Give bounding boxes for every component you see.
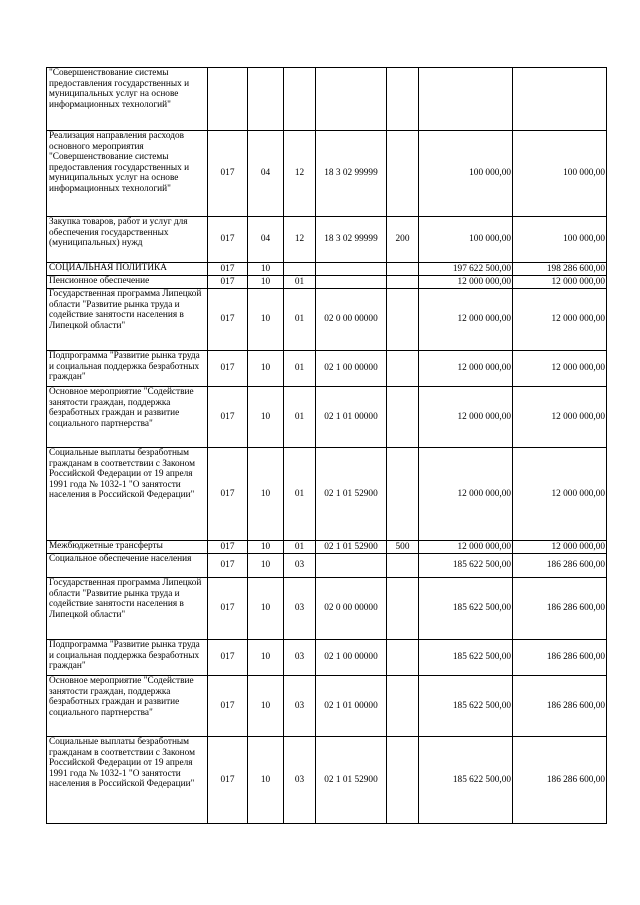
row-expense-type: 500 <box>387 541 419 554</box>
row-amount-year-1: 185 622 500,00 <box>419 737 513 824</box>
row-amount-year-1: 197 622 500,00 <box>419 263 513 276</box>
row-expense-type <box>387 448 419 541</box>
row-section-code: 10 <box>248 387 284 448</box>
row-target-article <box>316 276 387 289</box>
table-row <box>47 131 607 217</box>
row-name: СОЦИАЛЬНАЯ ПОЛИТИКА <box>47 263 208 276</box>
row-name: Закупка товаров, работ и услуг для обеспечения государственных (муниципальных) нужд <box>47 217 208 263</box>
budget-table <box>46 67 607 824</box>
row-expense-type <box>387 68 419 131</box>
row-amount-year-1: 185 622 500,00 <box>419 578 513 640</box>
row-name: Пенсионное обеспечение <box>47 276 208 289</box>
row-target-article: 02 1 01 00000 <box>316 387 387 448</box>
row-amount-year-2: 12 000 000,00 <box>513 387 607 448</box>
row-subsection-code: 01 <box>284 351 316 387</box>
row-name: Подпрограмма "Развитие рынка труда и социальная поддержка безработных граждан" <box>47 640 208 676</box>
row-ved-code: 017 <box>208 289 248 351</box>
row-ved-code: 017 <box>208 387 248 448</box>
row-section-code: 10 <box>248 263 284 276</box>
row-section-code: 10 <box>248 448 284 541</box>
row-amount-year-1: 185 622 500,00 <box>419 554 513 578</box>
row-expense-type <box>387 578 419 640</box>
row-section-code: 10 <box>248 578 284 640</box>
row-ved-code: 017 <box>208 676 248 737</box>
row-target-article: 02 0 00 00000 <box>316 578 387 640</box>
row-target-article <box>316 554 387 578</box>
table-row <box>47 448 607 541</box>
row-target-article: 02 1 00 00000 <box>316 351 387 387</box>
row-section-code: 04 <box>248 131 284 217</box>
row-amount-year-2: 12 000 000,00 <box>513 351 607 387</box>
row-amount-year-1: 12 000 000,00 <box>419 387 513 448</box>
row-subsection-code: 03 <box>284 640 316 676</box>
row-amount-year-2: 100 000,00 <box>513 217 607 263</box>
row-section-code: 10 <box>248 676 284 737</box>
row-expense-type <box>387 276 419 289</box>
row-target-article: 18 3 02 99999 <box>316 131 387 217</box>
row-expense-type: 200 <box>387 217 419 263</box>
row-ved-code: 017 <box>208 448 248 541</box>
row-expense-type <box>387 737 419 824</box>
row-ved-code: 017 <box>208 263 248 276</box>
row-section-code: 10 <box>248 737 284 824</box>
row-subsection-code: 12 <box>284 217 316 263</box>
row-expense-type <box>387 387 419 448</box>
row-expense-type <box>387 676 419 737</box>
row-target-article: 02 1 01 52900 <box>316 448 387 541</box>
row-ved-code: 017 <box>208 541 248 554</box>
row-expense-type <box>387 289 419 351</box>
row-amount-year-2: 186 286 600,00 <box>513 578 607 640</box>
row-amount-year-1: 100 000,00 <box>419 131 513 217</box>
row-amount-year-2: 186 286 600,00 <box>513 737 607 824</box>
row-ved-code: 017 <box>208 351 248 387</box>
row-name: Государственная программа Липецкой области "Развитие рынка труда и содействие занятости населения в Липецкой области" <box>47 289 208 351</box>
row-ved-code <box>208 68 248 131</box>
row-subsection-code <box>284 68 316 131</box>
row-amount-year-1: 12 000 000,00 <box>419 289 513 351</box>
row-name: Межбюджетные трансферты <box>47 541 208 554</box>
row-target-article <box>316 263 387 276</box>
table-row <box>47 676 607 737</box>
row-name: Реализация направления расходов основного мероприятия "Совершенствование системы предоставления государственных и муниципальных услуг на основе информационных технологий" <box>47 131 208 217</box>
row-ved-code: 017 <box>208 217 248 263</box>
row-amount-year-1: 100 000,00 <box>419 217 513 263</box>
row-expense-type <box>387 263 419 276</box>
table-row <box>47 387 607 448</box>
row-name: Подпрограмма "Развитие рынка труда и социальная поддержка безработных граждан" <box>47 351 208 387</box>
row-amount-year-1: 185 622 500,00 <box>419 676 513 737</box>
row-name: "Совершенствование системы предоставления государственных и муниципальных услуг на основе информационных технологий" <box>47 68 208 131</box>
row-subsection-code: 12 <box>284 131 316 217</box>
table-row <box>47 217 607 263</box>
row-amount-year-1: 12 000 000,00 <box>419 276 513 289</box>
row-amount-year-2: 12 000 000,00 <box>513 276 607 289</box>
row-target-article <box>316 68 387 131</box>
row-name: Основное мероприятие "Содействие занятости граждан, поддержка безработных граждан и развитие социального партнерства" <box>47 387 208 448</box>
row-amount-year-2: 12 000 000,00 <box>513 541 607 554</box>
table-row <box>47 289 607 351</box>
row-amount-year-2: 186 286 600,00 <box>513 554 607 578</box>
row-amount-year-2: 12 000 000,00 <box>513 289 607 351</box>
row-subsection-code: 01 <box>284 289 316 351</box>
table-row <box>47 276 607 289</box>
row-section-code <box>248 68 284 131</box>
row-subsection-code: 01 <box>284 276 316 289</box>
row-amount-year-2: 198 286 600,00 <box>513 263 607 276</box>
table-row <box>47 737 607 824</box>
row-subsection-code: 03 <box>284 737 316 824</box>
row-target-article: 18 3 02 99999 <box>316 217 387 263</box>
row-amount-year-2: 100 000,00 <box>513 131 607 217</box>
row-amount-year-2: 12 000 000,00 <box>513 448 607 541</box>
row-amount-year-2 <box>513 68 607 131</box>
row-expense-type <box>387 131 419 217</box>
row-subsection-code: 01 <box>284 448 316 541</box>
row-ved-code: 017 <box>208 554 248 578</box>
table-row <box>47 640 607 676</box>
row-target-article: 02 1 01 52900 <box>316 737 387 824</box>
row-section-code: 10 <box>248 541 284 554</box>
table-row <box>47 351 607 387</box>
row-section-code: 04 <box>248 217 284 263</box>
table-row <box>47 578 607 640</box>
row-subsection-code: 03 <box>284 554 316 578</box>
row-ved-code: 017 <box>208 640 248 676</box>
row-amount-year-1: 12 000 000,00 <box>419 351 513 387</box>
row-ved-code: 017 <box>208 578 248 640</box>
table-row <box>47 554 607 578</box>
table-row <box>47 68 607 131</box>
row-name: Государственная программа Липецкой области "Развитие рынка труда и содействие занятости населения в Липецкой области" <box>47 578 208 640</box>
row-target-article: 02 1 01 52900 <box>316 541 387 554</box>
row-name: Социальные выплаты безработным гражданам в соответствии с Законом Российской Федерации от 19 апреля 1991 года № 1032-1 "О занятости населения в Российской Федерации" <box>47 448 208 541</box>
row-section-code: 10 <box>248 276 284 289</box>
row-section-code: 10 <box>248 289 284 351</box>
row-subsection-code <box>284 263 316 276</box>
row-amount-year-1: 185 622 500,00 <box>419 640 513 676</box>
row-amount-year-1 <box>419 68 513 131</box>
row-subsection-code: 03 <box>284 578 316 640</box>
row-target-article: 02 1 00 00000 <box>316 640 387 676</box>
row-section-code: 10 <box>248 351 284 387</box>
row-expense-type <box>387 640 419 676</box>
row-amount-year-2: 186 286 600,00 <box>513 676 607 737</box>
row-name: Социальные выплаты безработным гражданам в соответствии с Законом Российской Федерации от 19 апреля 1991 года № 1032-1 "О занятости населения в Российской Федерации" <box>47 737 208 824</box>
table-row <box>47 541 607 554</box>
row-amount-year-2: 186 286 600,00 <box>513 640 607 676</box>
row-ved-code: 017 <box>208 276 248 289</box>
row-ved-code: 017 <box>208 737 248 824</box>
row-subsection-code: 03 <box>284 676 316 737</box>
row-ved-code: 017 <box>208 131 248 217</box>
row-expense-type <box>387 351 419 387</box>
table-row <box>47 263 607 276</box>
row-subsection-code: 01 <box>284 387 316 448</box>
row-amount-year-1: 12 000 000,00 <box>419 541 513 554</box>
row-name: Социальное обеспечение населения <box>47 554 208 578</box>
row-amount-year-1: 12 000 000,00 <box>419 448 513 541</box>
row-expense-type <box>387 554 419 578</box>
row-section-code: 10 <box>248 554 284 578</box>
row-target-article: 02 0 00 00000 <box>316 289 387 351</box>
row-subsection-code: 01 <box>284 541 316 554</box>
row-target-article: 02 1 01 00000 <box>316 676 387 737</box>
row-section-code: 10 <box>248 640 284 676</box>
row-name: Основное мероприятие "Содействие занятости граждан, поддержка безработных граждан и развитие социального партнерства" <box>47 676 208 737</box>
